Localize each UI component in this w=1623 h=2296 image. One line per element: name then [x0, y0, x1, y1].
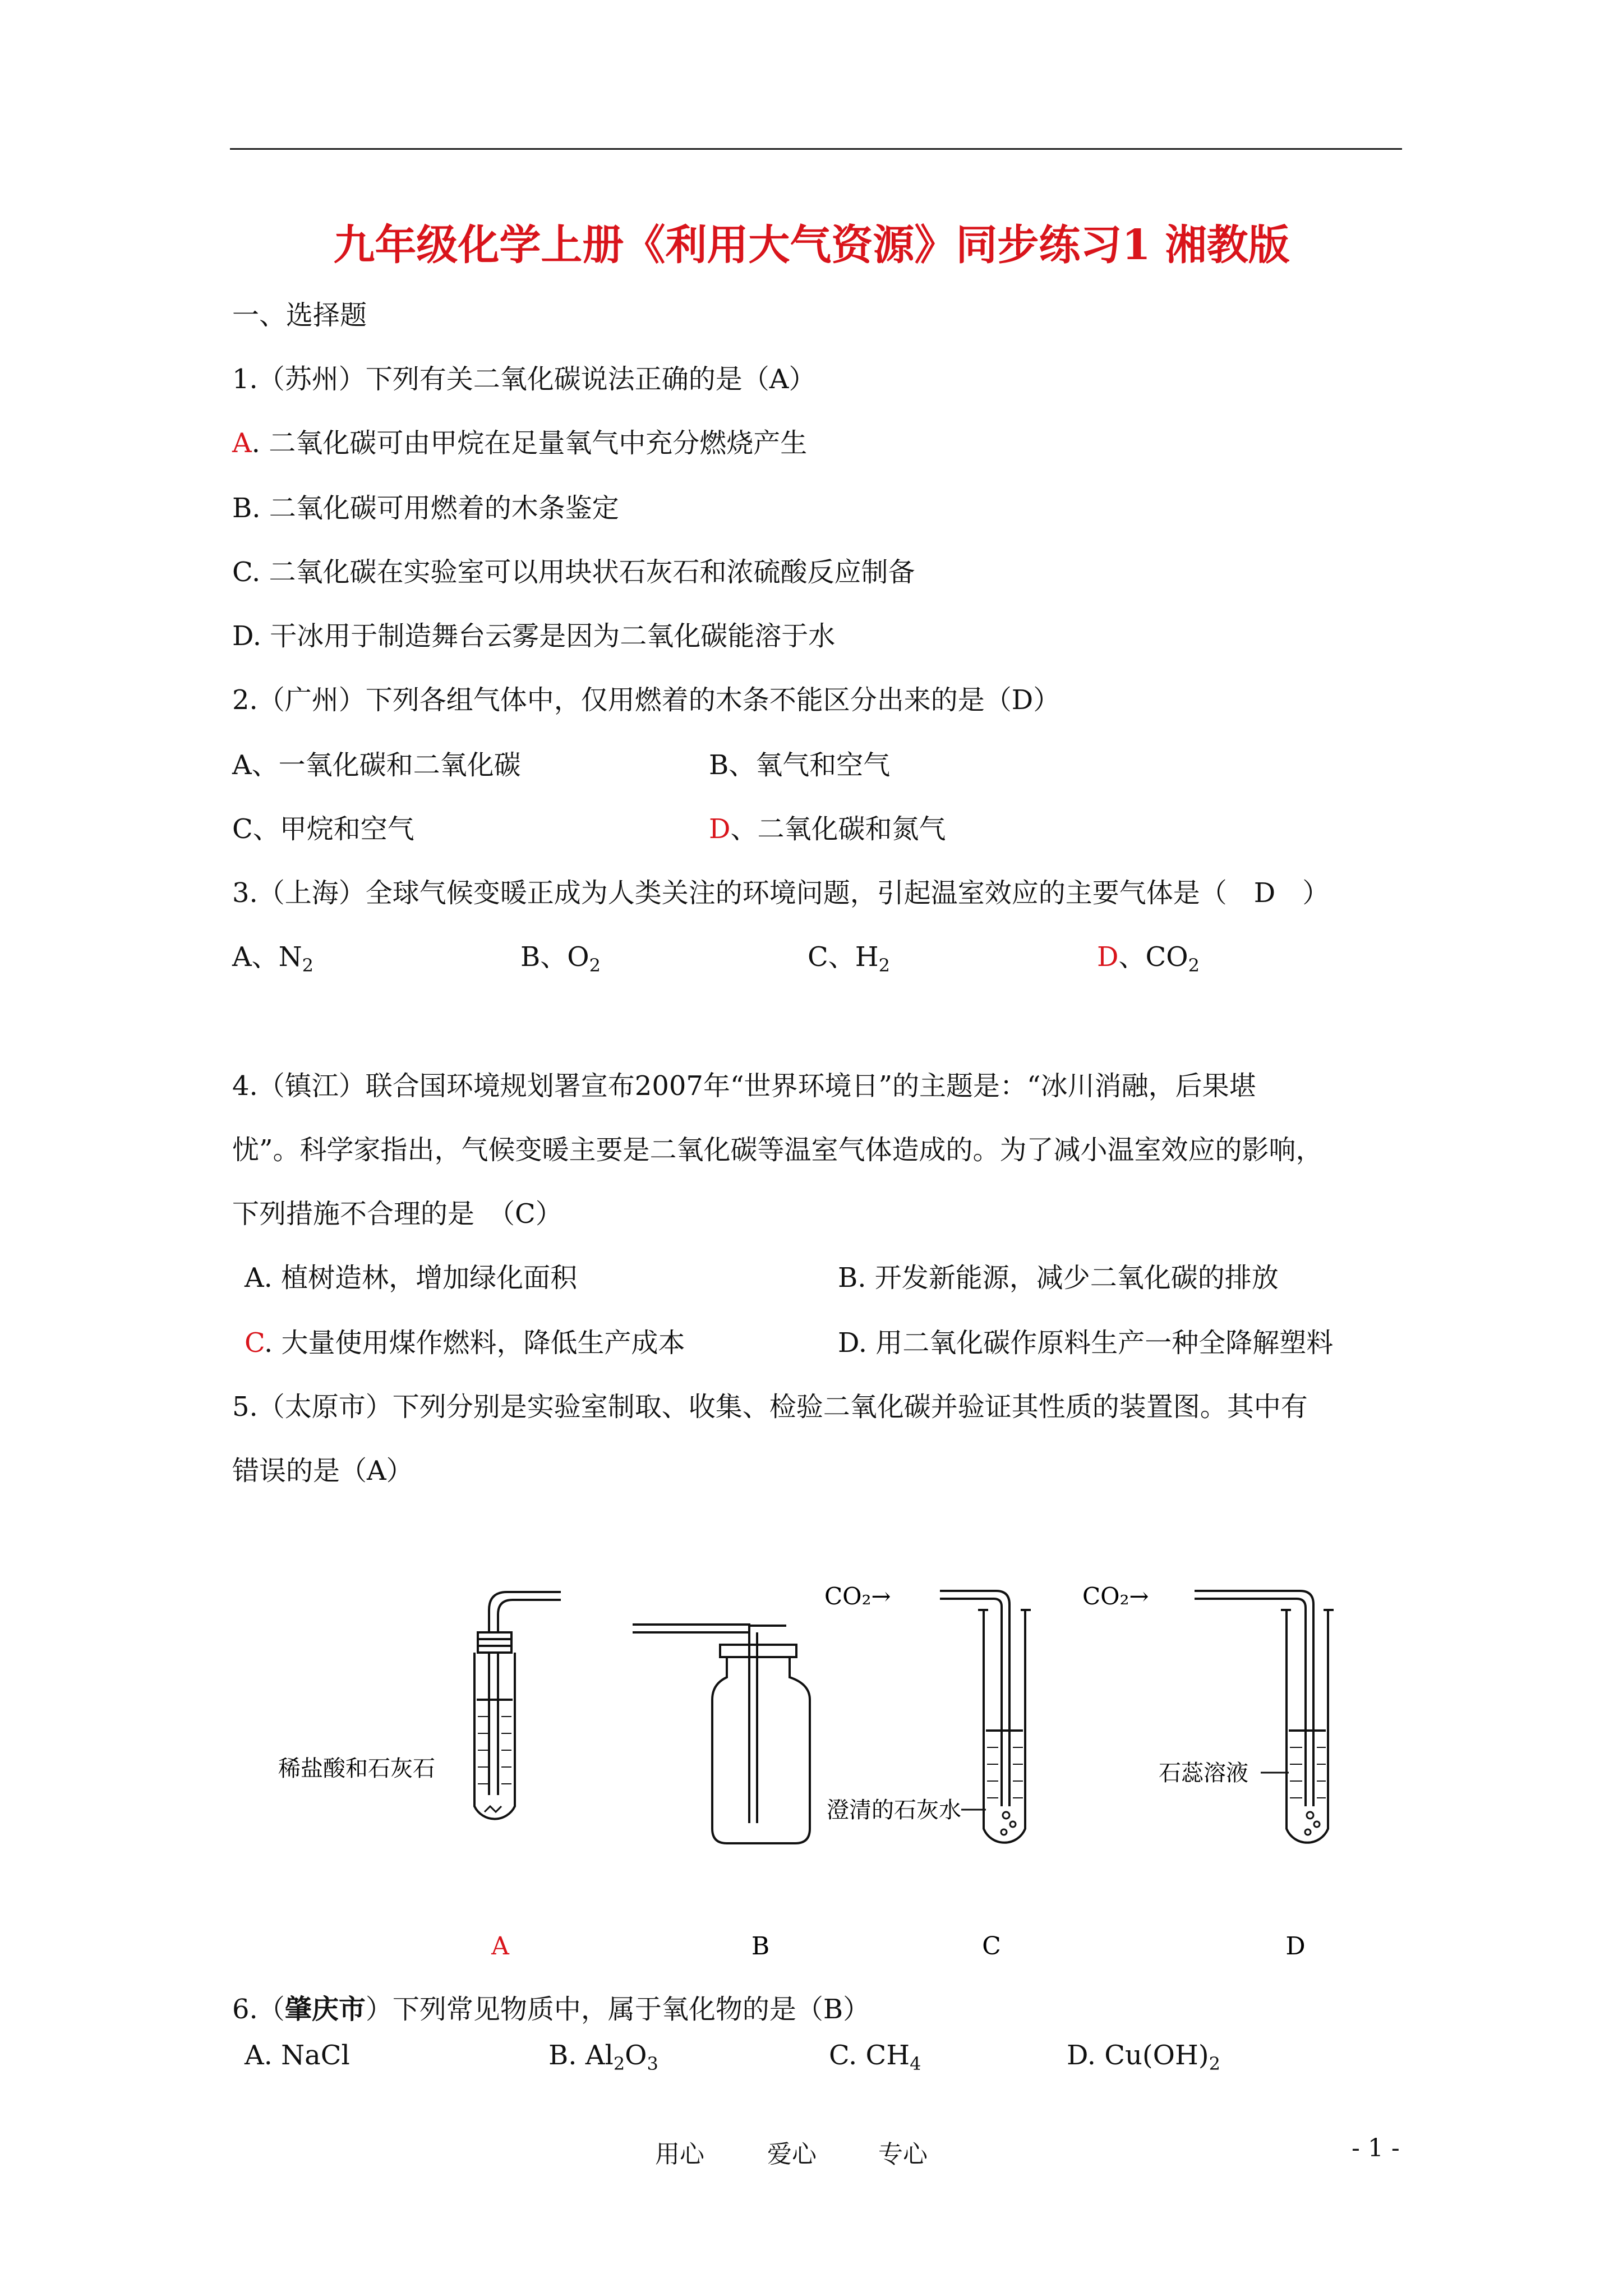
q3-option-d: D、$CO_2$ [1097, 941, 1200, 976]
caption-a: A [491, 1932, 509, 1961]
page-number: - 1 - [1352, 2134, 1400, 2162]
co2-arrow-d: CO₂→ [1082, 1582, 1149, 1610]
q1-option-c: C. 二氧化碳在实验室可以用块状石灰石和浓硫酸反应制备 [232, 556, 915, 588]
q2-option-d: D、二氧化碳和氮气 [709, 813, 946, 845]
q3-option-c: C、$H_2$ [808, 941, 890, 976]
q3-option-b: B、$O_2$ [520, 941, 601, 976]
apparatus-a [474, 1592, 561, 1819]
caption-d: D [1285, 1932, 1306, 1961]
footer-word-2: 爱心 [767, 2140, 817, 2169]
q4-stem-line3: 下列措施不合理的是 （C） [232, 1198, 562, 1230]
q6-stem: 6.（肇庆市）下列常见物质中，属于氧化物的是（B） [232, 1994, 870, 2025]
apparatus-d [1195, 1591, 1334, 1843]
header-rule [230, 148, 1402, 150]
q6-option-d: D. $Cu(OH)_2$ [1067, 2040, 1220, 2074]
q2-option-b: B、氧气和空气 [709, 749, 891, 781]
q4-option-b: B. 开发新能源，减少二氧化碳的排放 [838, 1262, 1279, 1294]
label-d-litmus: 石蕊溶液 [1159, 1760, 1248, 1786]
co2-arrow-c: CO₂→ [824, 1582, 891, 1610]
caption-b: B [751, 1932, 770, 1961]
q1-stem: 1.（苏州）下列有关二氧化碳说法正确的是（A） [232, 364, 816, 395]
q5-stem-line1: 5.（太原市）下列分别是实验室制取、收集、检验二氧化碳并验证其性质的装置图。其中有 [232, 1391, 1308, 1423]
q1-option-a: A. 二氧化碳可由甲烷在足量氧气中充分燃烧产生 [232, 427, 808, 459]
q2-option-c: C、甲烷和空气 [232, 813, 414, 845]
footer-word-3: 专心 [878, 2140, 928, 2169]
q4-stem-line1: 4.（镇江）联合国环境规划署宣布2007年“世界环境日”的主题是：“冰川消融，后果堪 [232, 1070, 1256, 1102]
label-a-reagent: 稀盐酸和石灰石 [278, 1756, 435, 1782]
page-title: 九年级化学上册《利用大气资源》同步练习1 湘教版 [333, 221, 1290, 269]
q3-stem: 3.（上海）全球气候变暖正成为人类关注的环境问题，引起温室效应的主要气体是（ D ） [232, 877, 1330, 909]
q4-option-d: D. 用二氧化碳作原料生产一种全降解塑料 [838, 1327, 1334, 1359]
caption-c: C [982, 1932, 1001, 1961]
apparatus-b [633, 1625, 810, 1843]
q3-option-a: A、$N_2$ [232, 941, 314, 976]
q4-answer-mark: C [245, 1327, 265, 1359]
q6-option-b: B. $Al_2O_3$ [548, 2040, 658, 2074]
q4-stem-line2: 忧”。科学家指出，气候变暖主要是二氧化碳等温室气体造成的。为了减小温室效应的影响， [232, 1134, 1323, 1166]
q3-answer-mark: D [1097, 941, 1119, 973]
q5-apparatus-figure [0, 1559, 1623, 1975]
q2-option-a: A、一氧化碳和二氧化碳 [232, 749, 521, 781]
q5-stem-line2: 错误的是（A） [232, 1455, 413, 1487]
q6-option-c: C. $CH_4$ [829, 2040, 921, 2074]
q6-option-a: A. NaCl [245, 2040, 350, 2071]
q2-answer-mark: D [709, 813, 731, 845]
q4-option-a: A. 植树造林，增加绿化面积 [245, 1262, 578, 1294]
q1-option-d: D. 干冰用于制造舞台云雾是因为二氧化碳能溶于水 [232, 620, 836, 652]
q1-option-b: B. 二氧化碳可用燃着的木条鉴定 [232, 493, 619, 524]
q2-stem: 2.（广州）下列各组气体中，仅用燃着的木条不能区分出来的是（D） [232, 684, 1061, 716]
q4-option-c: C. 大量使用煤作燃料，降低生产成本 [245, 1327, 685, 1359]
section-heading: 一、选择题 [232, 300, 367, 331]
q1-answer-mark: A [232, 427, 252, 459]
footer-word-1: 用心 [655, 2140, 704, 2169]
label-c-limewater: 澄清的石灰水 [827, 1797, 961, 1823]
